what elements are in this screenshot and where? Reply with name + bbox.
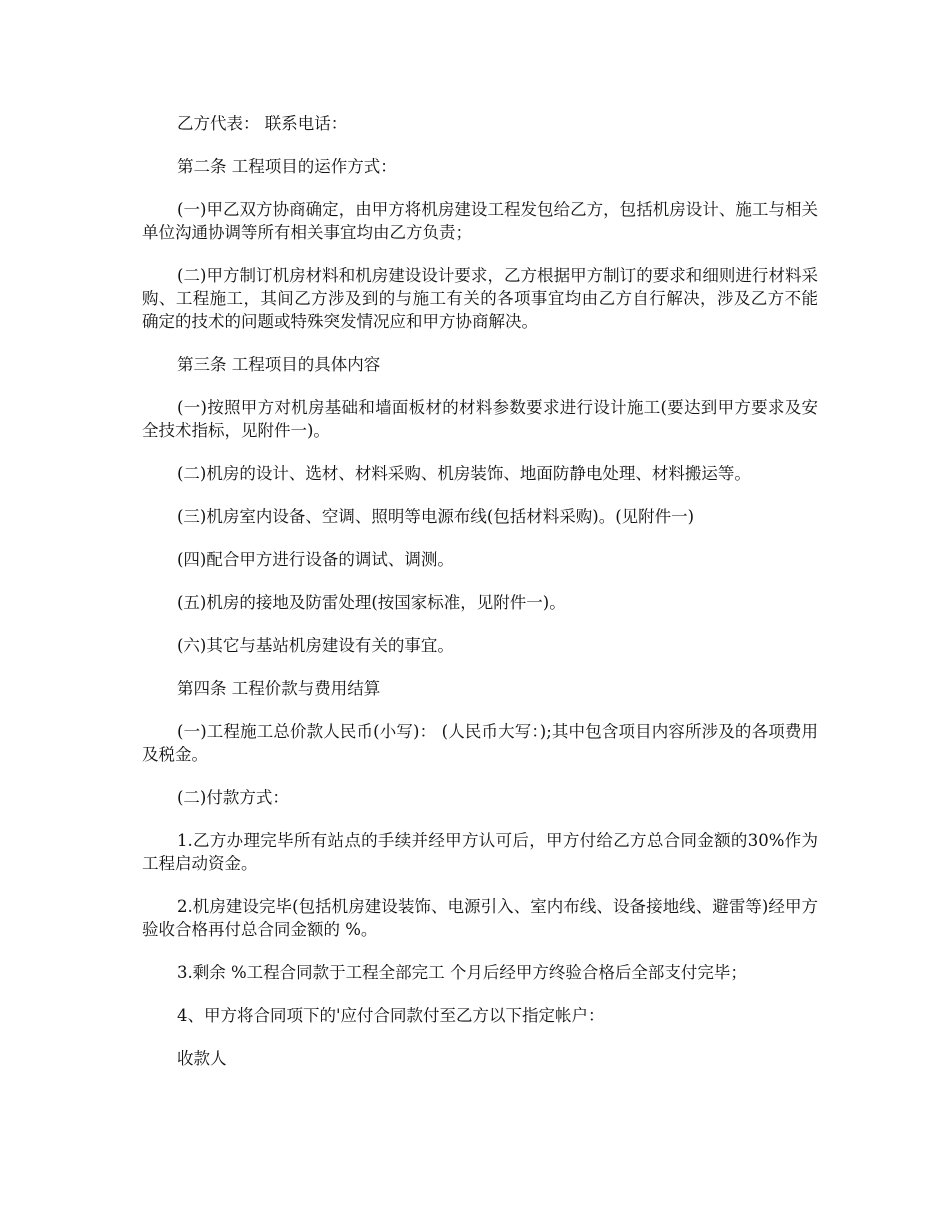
article-3-item-6: (六)其它与基站机房建设有关的事宜。 (177, 636, 454, 655)
article-2-item-1: (一)甲乙双方协商确定，由甲方将机房建设工程发包给乙方，包括机房设计、施工与相关单位沟通协调等所有相关事宜均由乙方负责； (142, 200, 818, 242)
article-3-item-5: (五)机房的接地及防雷处理(按国家标准，见附件一)。 (177, 593, 566, 612)
article-2-heading: 第二条 工程项目的运作方式： (177, 157, 397, 176)
article-3-item-4: (四)配合甲方进行设备的调试、调测。 (177, 550, 454, 569)
contact-line: 乙方代表： 联系电话： (177, 114, 348, 133)
article-3-heading: 第三条 工程项目的具体内容 (177, 355, 381, 374)
article-3-item-3: (三)机房室内设备、空调、照明等电源布线(包括材料采购)。(见附件一) (177, 507, 695, 526)
article-2-item-2: (二)甲方制订机房材料和机房建设设计要求，乙方根据甲方制订的要求和细则进行材料采购、工程施工，其间乙方涉及到的与施工有关的各项事宜均由乙方自行解决，涉及乙方不能确定的技术的问题或特殊突发情况应和甲方协商解决。 (142, 266, 818, 331)
payment-term-3: 3.剩余 %工程合同款于工程全部完工 个月后经甲方终验合格后全部支付完毕； (177, 963, 747, 982)
article-4-item-2: (二)付款方式： (177, 788, 289, 807)
article-4-heading: 第四条 工程价款与费用结算 (177, 679, 381, 698)
payee-label: 收款人 (177, 1049, 227, 1068)
article-3-item-2: (二)机房的设计、选材、材料采购、机房装饰、地面防静电处理、材料搬运等。 (177, 464, 751, 483)
payment-term-4: 4、甲方将合同项下的'应付合同款付至乙方以下指定帐户： (177, 1006, 605, 1025)
article-3-item-1: (一)按照甲方对机房基础和墙面板材的材料参数要求进行设计施工(要达到甲方要求及安全技术指标，见附件一)。 (142, 398, 818, 440)
article-4-item-1: (一)工程施工总价款人民币(小写)： (人民币大写：);其中包含项目内容所涉及的各项费用及税金。 (142, 722, 818, 764)
payment-term-2: 2.机房建设完毕(包括机房建设装饰、电源引入、室内布线、设备接地线、避雷等)经甲方验收合格再付总合同金额的 %。 (142, 897, 818, 939)
payment-term-1: 1.乙方办理完毕所有站点的手续并经甲方认可后，甲方付给乙方总合同金额的30%作为工程启动资金。 (142, 831, 818, 873)
document-body (142, 112, 818, 1090)
